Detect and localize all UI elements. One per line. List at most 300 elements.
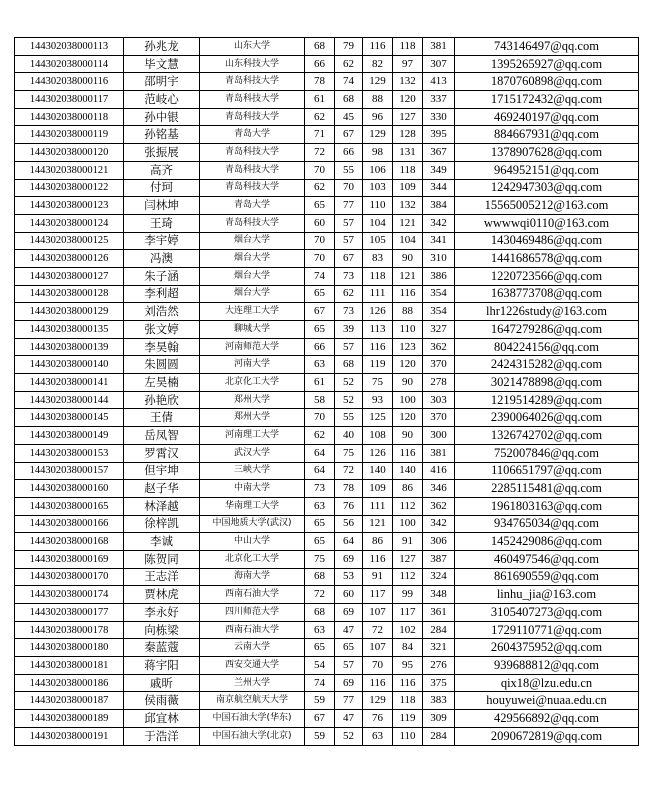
total-score-cell: 395 — [423, 126, 455, 144]
email-cell: houyuwei@nuaa.edu.cn — [455, 692, 639, 710]
school-cell: 武汉大学 — [200, 444, 305, 462]
table-row — [15, 321, 639, 339]
exam-id-cell: 144302038000187 — [15, 692, 124, 710]
email-cell: 1242947303@qq.com — [455, 179, 639, 197]
email-cell: 2424315282@qq.com — [455, 356, 639, 374]
school-cell: 青岛科技大学 — [200, 108, 305, 126]
email-cell: 1219514289@qq.com — [455, 391, 639, 409]
email-cell: linhu_jia@163.com — [455, 586, 639, 604]
score-3-cell: 93 — [363, 391, 393, 409]
score-1-cell: 78 — [305, 73, 335, 91]
name-cell: 侯雨薇 — [124, 692, 200, 710]
score-3-cell: 75 — [363, 374, 393, 392]
score-4-cell: 123 — [393, 338, 423, 356]
school-cell: 中南大学 — [200, 480, 305, 498]
score-4-cell: 102 — [393, 621, 423, 639]
score-4-cell: 116 — [393, 285, 423, 303]
score-2-cell: 62 — [335, 285, 363, 303]
table-row — [15, 586, 639, 604]
school-cell: 青岛科技大学 — [200, 179, 305, 197]
score-2-cell: 52 — [335, 391, 363, 409]
exam-id-cell: 144302038000149 — [15, 427, 124, 445]
name-cell: 闫林坤 — [124, 197, 200, 215]
email-cell: 469240197@qq.com — [455, 108, 639, 126]
score-3-cell: 88 — [363, 91, 393, 109]
score-4-cell: 100 — [393, 515, 423, 533]
email-cell: 1441686578@qq.com — [455, 250, 639, 268]
score-3-cell: 117 — [363, 586, 393, 604]
score-2-cell: 47 — [335, 710, 363, 728]
score-2-cell: 69 — [335, 550, 363, 568]
total-score-cell: 384 — [423, 197, 455, 215]
exam-id-cell: 144302038000119 — [15, 126, 124, 144]
name-cell: 左昊楠 — [124, 374, 200, 392]
email-cell: 429566892@qq.com — [455, 710, 639, 728]
table-row — [15, 674, 639, 692]
school-cell: 河南师范大学 — [200, 338, 305, 356]
name-cell: 张文婷 — [124, 321, 200, 339]
email-cell: 934765034@qq.com — [455, 515, 639, 533]
email-cell: 1870760898@qq.com — [455, 73, 639, 91]
score-3-cell: 140 — [363, 462, 393, 480]
total-score-cell: 413 — [423, 73, 455, 91]
total-score-cell: 361 — [423, 604, 455, 622]
name-cell: 范岐心 — [124, 91, 200, 109]
total-score-cell: 383 — [423, 692, 455, 710]
score-2-cell: 53 — [335, 568, 363, 586]
name-cell: 孙铭基 — [124, 126, 200, 144]
total-score-cell: 386 — [423, 267, 455, 285]
table-row — [15, 727, 639, 745]
score-1-cell: 65 — [305, 533, 335, 551]
exam-id-cell: 144302038000117 — [15, 91, 124, 109]
exam-id-cell: 144302038000145 — [15, 409, 124, 427]
name-cell: 陈贺同 — [124, 550, 200, 568]
name-cell: 岳凤智 — [124, 427, 200, 445]
score-2-cell: 68 — [335, 91, 363, 109]
total-score-cell: 303 — [423, 391, 455, 409]
school-cell: 郑州大学 — [200, 409, 305, 427]
total-score-cell: 284 — [423, 727, 455, 745]
total-score-cell: 344 — [423, 179, 455, 197]
score-3-cell: 116 — [363, 38, 393, 56]
table-row — [15, 126, 639, 144]
table-row — [15, 550, 639, 568]
score-3-cell: 129 — [363, 126, 393, 144]
table-row — [15, 391, 639, 409]
score-4-cell: 97 — [393, 55, 423, 73]
email-cell: 743146497@qq.com — [455, 38, 639, 56]
score-2-cell: 74 — [335, 73, 363, 91]
total-score-cell: 346 — [423, 480, 455, 498]
score-4-cell: 120 — [393, 91, 423, 109]
table-row — [15, 444, 639, 462]
total-score-cell: 309 — [423, 710, 455, 728]
score-4-cell: 118 — [393, 692, 423, 710]
exam-id-cell: 144302038000139 — [15, 338, 124, 356]
exam-id-cell: 144302038000123 — [15, 197, 124, 215]
school-cell: 南京航空航天大学 — [200, 692, 305, 710]
total-score-cell: 381 — [423, 444, 455, 462]
score-2-cell: 69 — [335, 674, 363, 692]
name-cell: 朱圆圆 — [124, 356, 200, 374]
score-1-cell: 67 — [305, 710, 335, 728]
email-cell: qix18@lzu.edu.cn — [455, 674, 639, 692]
score-3-cell: 110 — [363, 197, 393, 215]
table-row — [15, 427, 639, 445]
score-2-cell: 57 — [335, 338, 363, 356]
score-1-cell: 68 — [305, 604, 335, 622]
score-4-cell: 116 — [393, 674, 423, 692]
school-cell: 青岛大学 — [200, 197, 305, 215]
score-2-cell: 57 — [335, 657, 363, 675]
score-2-cell: 67 — [335, 126, 363, 144]
table-row — [15, 497, 639, 515]
email-cell: 939688812@qq.com — [455, 657, 639, 675]
score-3-cell: 91 — [363, 568, 393, 586]
score-2-cell: 66 — [335, 144, 363, 162]
score-3-cell: 126 — [363, 303, 393, 321]
score-3-cell: 116 — [363, 338, 393, 356]
email-cell: 1378907628@qq.com — [455, 144, 639, 162]
table-row — [15, 73, 639, 91]
score-1-cell: 65 — [305, 515, 335, 533]
total-score-cell: 310 — [423, 250, 455, 268]
score-2-cell: 39 — [335, 321, 363, 339]
school-cell: 青岛科技大学 — [200, 161, 305, 179]
score-1-cell: 70 — [305, 232, 335, 250]
total-score-cell: 416 — [423, 462, 455, 480]
email-cell: 1430469486@qq.com — [455, 232, 639, 250]
score-2-cell: 40 — [335, 427, 363, 445]
score-3-cell: 70 — [363, 657, 393, 675]
exam-id-cell: 144302038000181 — [15, 657, 124, 675]
score-3-cell: 82 — [363, 55, 393, 73]
total-score-cell: 370 — [423, 356, 455, 374]
score-1-cell: 70 — [305, 250, 335, 268]
school-cell: 西安交通大学 — [200, 657, 305, 675]
table-row — [15, 214, 639, 232]
total-score-cell: 354 — [423, 303, 455, 321]
email-cell: 460497546@qq.com — [455, 550, 639, 568]
score-4-cell: 127 — [393, 550, 423, 568]
table-row — [15, 232, 639, 250]
score-1-cell: 63 — [305, 621, 335, 639]
table-row — [15, 710, 639, 728]
table-row — [15, 179, 639, 197]
school-cell: 青岛大学 — [200, 126, 305, 144]
score-1-cell: 60 — [305, 214, 335, 232]
school-cell: 河南大学 — [200, 356, 305, 374]
score-4-cell: 132 — [393, 73, 423, 91]
score-1-cell: 59 — [305, 727, 335, 745]
table-row — [15, 55, 639, 73]
score-3-cell: 129 — [363, 73, 393, 91]
score-1-cell: 63 — [305, 497, 335, 515]
score-4-cell: 112 — [393, 568, 423, 586]
score-3-cell: 118 — [363, 267, 393, 285]
exam-id-cell: 144302038000118 — [15, 108, 124, 126]
score-3-cell: 116 — [363, 674, 393, 692]
email-cell: 1326742702@qq.com — [455, 427, 639, 445]
school-cell: 青岛科技大学 — [200, 214, 305, 232]
name-cell: 李利超 — [124, 285, 200, 303]
score-2-cell: 75 — [335, 444, 363, 462]
score-3-cell: 121 — [363, 515, 393, 533]
email-cell: 1452429086@qq.com — [455, 533, 639, 551]
name-cell: 但宇坤 — [124, 462, 200, 480]
name-cell: 朱子涵 — [124, 267, 200, 285]
email-cell: 3021478898@qq.com — [455, 374, 639, 392]
score-2-cell: 77 — [335, 197, 363, 215]
exam-id-cell: 144302038000186 — [15, 674, 124, 692]
score-3-cell: 103 — [363, 179, 393, 197]
exam-id-cell: 144302038000126 — [15, 250, 124, 268]
name-cell: 王琦 — [124, 214, 200, 232]
school-cell: 中山大学 — [200, 533, 305, 551]
name-cell: 于浩洋 — [124, 727, 200, 745]
exam-id-cell: 144302038000116 — [15, 73, 124, 91]
score-1-cell: 71 — [305, 126, 335, 144]
table-row — [15, 462, 639, 480]
score-1-cell: 74 — [305, 267, 335, 285]
school-cell: 山东科技大学 — [200, 55, 305, 73]
score-3-cell: 125 — [363, 409, 393, 427]
score-2-cell: 79 — [335, 38, 363, 56]
exam-id-cell: 144302038000128 — [15, 285, 124, 303]
score-3-cell: 116 — [363, 550, 393, 568]
score-3-cell: 107 — [363, 639, 393, 657]
total-score-cell: 362 — [423, 338, 455, 356]
score-1-cell: 61 — [305, 91, 335, 109]
score-2-cell: 64 — [335, 533, 363, 551]
score-3-cell: 126 — [363, 444, 393, 462]
school-cell: 中国地质大学(武汉) — [200, 515, 305, 533]
score-1-cell: 72 — [305, 586, 335, 604]
score-3-cell: 86 — [363, 533, 393, 551]
score-3-cell: 104 — [363, 214, 393, 232]
school-cell: 河南理工大学 — [200, 427, 305, 445]
score-1-cell: 65 — [305, 639, 335, 657]
score-2-cell: 73 — [335, 267, 363, 285]
school-cell: 烟台大学 — [200, 267, 305, 285]
school-cell: 华南理工大学 — [200, 497, 305, 515]
email-cell: 1395265927@qq.com — [455, 55, 639, 73]
score-4-cell: 120 — [393, 356, 423, 374]
score-3-cell: 105 — [363, 232, 393, 250]
score-2-cell: 78 — [335, 480, 363, 498]
score-4-cell: 131 — [393, 144, 423, 162]
table-row — [15, 38, 639, 56]
score-1-cell: 65 — [305, 197, 335, 215]
table-row — [15, 285, 639, 303]
name-cell: 刘浩然 — [124, 303, 200, 321]
score-4-cell: 112 — [393, 497, 423, 515]
name-cell: 孙兆龙 — [124, 38, 200, 56]
exam-id-cell: 144302038000169 — [15, 550, 124, 568]
email-cell: 1647279286@qq.com — [455, 321, 639, 339]
score-2-cell: 72 — [335, 462, 363, 480]
score-1-cell: 70 — [305, 409, 335, 427]
score-4-cell: 128 — [393, 126, 423, 144]
table-row — [15, 409, 639, 427]
email-cell: 3105407273@qq.com — [455, 604, 639, 622]
exam-id-cell: 144302038000141 — [15, 374, 124, 392]
exam-id-cell: 144302038000189 — [15, 710, 124, 728]
score-1-cell: 64 — [305, 444, 335, 462]
score-3-cell: 108 — [363, 427, 393, 445]
score-3-cell: 111 — [363, 497, 393, 515]
score-2-cell: 77 — [335, 692, 363, 710]
school-cell: 北京化工大学 — [200, 374, 305, 392]
name-cell: 邱宜林 — [124, 710, 200, 728]
name-cell: 张振展 — [124, 144, 200, 162]
score-1-cell: 62 — [305, 108, 335, 126]
email-cell: 1715172432@qq.com — [455, 91, 639, 109]
school-cell: 烟台大学 — [200, 285, 305, 303]
table-row — [15, 303, 639, 321]
score-3-cell: 106 — [363, 161, 393, 179]
name-cell: 李昊翰 — [124, 338, 200, 356]
score-1-cell: 66 — [305, 55, 335, 73]
score-3-cell: 72 — [363, 621, 393, 639]
score-3-cell: 98 — [363, 144, 393, 162]
name-cell: 孙中银 — [124, 108, 200, 126]
table-row — [15, 692, 639, 710]
score-2-cell: 55 — [335, 161, 363, 179]
email-cell: 1729110771@qq.com — [455, 621, 639, 639]
exam-id-cell: 144302038000121 — [15, 161, 124, 179]
name-cell: 赵子华 — [124, 480, 200, 498]
name-cell: 秦蓝蔻 — [124, 639, 200, 657]
total-score-cell: 354 — [423, 285, 455, 303]
score-1-cell: 54 — [305, 657, 335, 675]
score-3-cell: 96 — [363, 108, 393, 126]
school-cell: 青岛科技大学 — [200, 91, 305, 109]
school-cell: 青岛科技大学 — [200, 144, 305, 162]
school-cell: 西南石油大学 — [200, 586, 305, 604]
table-row — [15, 338, 639, 356]
score-1-cell: 65 — [305, 285, 335, 303]
score-4-cell: 110 — [393, 321, 423, 339]
name-cell: 高齐 — [124, 161, 200, 179]
exam-id-cell: 144302038000127 — [15, 267, 124, 285]
exam-id-cell: 144302038000114 — [15, 55, 124, 73]
score-4-cell: 132 — [393, 197, 423, 215]
table-row — [15, 657, 639, 675]
table-row — [15, 604, 639, 622]
score-4-cell: 109 — [393, 179, 423, 197]
total-score-cell: 278 — [423, 374, 455, 392]
score-3-cell: 113 — [363, 321, 393, 339]
school-cell: 兰州大学 — [200, 674, 305, 692]
school-cell: 三峡大学 — [200, 462, 305, 480]
score-1-cell: 73 — [305, 480, 335, 498]
exam-id-cell: 144302038000140 — [15, 356, 124, 374]
exam-id-cell: 144302038000144 — [15, 391, 124, 409]
score-4-cell: 104 — [393, 232, 423, 250]
name-cell: 李宇婷 — [124, 232, 200, 250]
total-score-cell: 370 — [423, 409, 455, 427]
exam-id-cell: 144302038000178 — [15, 621, 124, 639]
email-cell: 2390064026@qq.com — [455, 409, 639, 427]
exam-id-cell: 144302038000174 — [15, 586, 124, 604]
name-cell: 毕文慧 — [124, 55, 200, 73]
score-2-cell: 73 — [335, 303, 363, 321]
email-cell: 1961803163@qq.com — [455, 497, 639, 515]
total-score-cell: 327 — [423, 321, 455, 339]
email-cell: 15565005212@163.com — [455, 197, 639, 215]
score-2-cell: 69 — [335, 604, 363, 622]
score-3-cell: 83 — [363, 250, 393, 268]
score-1-cell: 67 — [305, 303, 335, 321]
score-2-cell: 76 — [335, 497, 363, 515]
score-2-cell: 52 — [335, 374, 363, 392]
score-3-cell: 63 — [363, 727, 393, 745]
score-2-cell: 57 — [335, 232, 363, 250]
score-1-cell: 63 — [305, 356, 335, 374]
score-1-cell: 59 — [305, 692, 335, 710]
total-score-cell: 342 — [423, 515, 455, 533]
total-score-cell: 324 — [423, 568, 455, 586]
table-row — [15, 267, 639, 285]
school-cell: 西南石油大学 — [200, 621, 305, 639]
total-score-cell: 349 — [423, 161, 455, 179]
total-score-cell: 321 — [423, 639, 455, 657]
score-3-cell: 76 — [363, 710, 393, 728]
score-1-cell: 66 — [305, 338, 335, 356]
exam-id-cell: 144302038000165 — [15, 497, 124, 515]
email-cell: 2285115481@qq.com — [455, 480, 639, 498]
name-cell: 孙艳欣 — [124, 391, 200, 409]
score-4-cell: 90 — [393, 427, 423, 445]
score-4-cell: 119 — [393, 710, 423, 728]
table-row — [15, 568, 639, 586]
exam-id-cell: 144302038000124 — [15, 214, 124, 232]
name-cell: 贾林虎 — [124, 586, 200, 604]
score-1-cell: 74 — [305, 674, 335, 692]
school-cell: 中国石油大学(华东) — [200, 710, 305, 728]
score-3-cell: 107 — [363, 604, 393, 622]
table-row — [15, 515, 639, 533]
name-cell: 邵明宇 — [124, 73, 200, 91]
exam-id-cell: 144302038000129 — [15, 303, 124, 321]
name-cell: 蒋宇阳 — [124, 657, 200, 675]
email-cell: 884667931@qq.com — [455, 126, 639, 144]
score-4-cell: 84 — [393, 639, 423, 657]
score-4-cell: 118 — [393, 161, 423, 179]
table-row — [15, 91, 639, 109]
score-2-cell: 45 — [335, 108, 363, 126]
total-score-cell: 307 — [423, 55, 455, 73]
email-cell: 1638773708@qq.com — [455, 285, 639, 303]
score-2-cell: 65 — [335, 639, 363, 657]
name-cell: 王倩 — [124, 409, 200, 427]
score-4-cell: 140 — [393, 462, 423, 480]
email-cell: 861690559@qq.com — [455, 568, 639, 586]
total-score-cell: 381 — [423, 38, 455, 56]
name-cell: 冯澳 — [124, 250, 200, 268]
table-row — [15, 144, 639, 162]
table-row — [15, 108, 639, 126]
email-cell: 752007846@qq.com — [455, 444, 639, 462]
exam-id-cell: 144302038000168 — [15, 533, 124, 551]
name-cell: 李诚 — [124, 533, 200, 551]
name-cell: 罗霄汉 — [124, 444, 200, 462]
name-cell: 李永好 — [124, 604, 200, 622]
email-cell: wwwwqi0110@163.com — [455, 214, 639, 232]
score-3-cell: 111 — [363, 285, 393, 303]
